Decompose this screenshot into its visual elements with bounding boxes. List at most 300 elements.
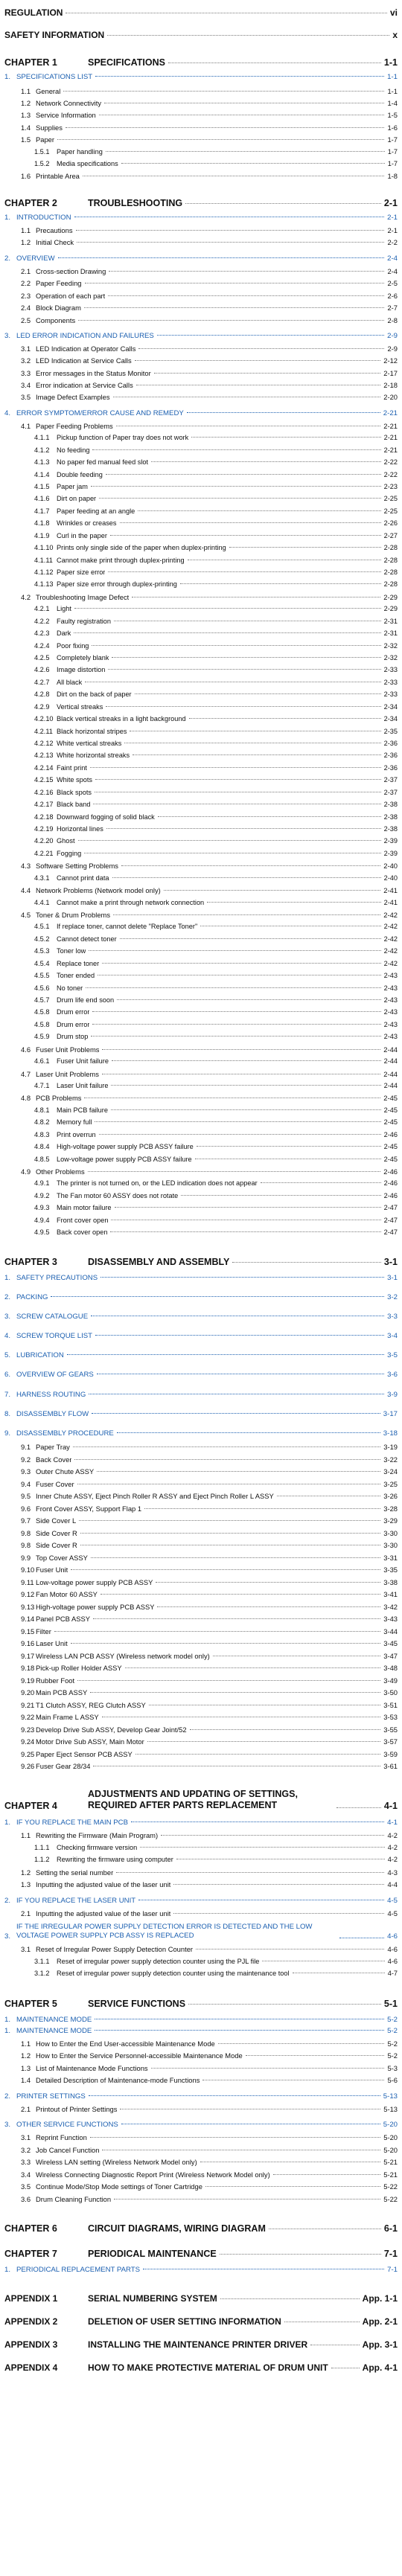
toc-entry-sub[interactable] xyxy=(21,1541,398,1549)
toc-entry-sec[interactable] xyxy=(4,1313,398,1321)
toc-entry-sub[interactable] xyxy=(21,111,398,119)
toc-entry-sec[interactable] xyxy=(4,1429,398,1438)
toc-entry-subsub[interactable] xyxy=(34,728,398,735)
toc-entry-subsub[interactable] xyxy=(34,507,398,515)
toc-entry-title: Printable Area xyxy=(36,172,80,180)
toc-entry-title: HOW TO MAKE PROTECTIVE MATERIAL OF DRUM UNIT xyxy=(88,2362,328,2373)
toc-entry-number: 4.9.4 xyxy=(34,1217,50,1224)
toc-entry-number: 4.2.19 xyxy=(34,825,54,833)
toc-entry-title: DISASSEMBLY FLOW xyxy=(16,1410,89,1418)
toc-entry-sub[interactable] xyxy=(21,369,398,377)
toc-entry-subsub[interactable] xyxy=(34,666,398,673)
toc-entry-page: 2-25 xyxy=(383,507,398,515)
toc-entry-sec[interactable] xyxy=(4,2092,398,2101)
toc-entry-sub[interactable] xyxy=(21,2133,398,2141)
toc-entry-number: 4.5.8 xyxy=(34,1021,50,1028)
toc-entry-sec[interactable] xyxy=(4,1332,398,1340)
toc-entry-subsub[interactable] xyxy=(34,148,398,156)
toc-entry-subsub[interactable] xyxy=(34,1192,398,1199)
toc-entry-sub[interactable] xyxy=(21,1566,398,1574)
toc-entry-page: 5-1 xyxy=(383,1999,398,2009)
toc-entry-sec[interactable] xyxy=(4,1819,398,1827)
toc-entry-page: 5-2 xyxy=(387,2027,398,2035)
toc-entry-chap[interactable] xyxy=(4,1789,398,1811)
toc-entry-sub[interactable] xyxy=(21,1652,398,1660)
toc-entry-subsub[interactable] xyxy=(34,1143,398,1150)
toc-entry-page: 2-6 xyxy=(387,292,398,300)
toc-entry-title: ADJUSTMENTS AND UPDATING OF SETTINGS, REQUIRED AFTER PARTS REPLACEMENT xyxy=(88,1789,298,1810)
dot-leader xyxy=(125,1667,381,1668)
toc-entry-sub[interactable] xyxy=(21,911,398,919)
toc-entry-number: 4.2.16 xyxy=(34,789,54,796)
toc-entry-chap[interactable] xyxy=(4,198,398,208)
toc-entry-chap[interactable] xyxy=(4,1257,398,1267)
toc-entry-sec[interactable] xyxy=(4,73,398,81)
toc-entry-page: 2-28 xyxy=(383,557,398,564)
toc-entry-number: 1.2 xyxy=(21,1868,31,1877)
toc-entry-subsub[interactable] xyxy=(34,1156,398,1163)
toc-entry-subsub[interactable] xyxy=(34,935,398,943)
toc-entry-title: DELETION OF USER SETTING INFORMATION xyxy=(88,2316,281,2327)
toc-entry-subsub[interactable] xyxy=(34,837,398,845)
dot-leader xyxy=(80,1533,380,1534)
toc-entry-sub[interactable] xyxy=(21,393,398,401)
toc-entry-title: SERVICE FUNCTIONS xyxy=(88,1999,186,2009)
toc-entry-subsub[interactable] xyxy=(34,1958,398,1965)
dot-leader xyxy=(116,1872,384,1873)
toc-entry-page: 3-19 xyxy=(383,1443,398,1451)
toc-entry-sub[interactable] xyxy=(21,356,398,365)
toc-entry-subsub[interactable] xyxy=(34,1970,398,1977)
toc-entry-subsub[interactable] xyxy=(34,947,398,955)
dot-leader xyxy=(273,2174,381,2175)
dot-leader xyxy=(181,1195,380,1196)
toc-entry-subsub[interactable] xyxy=(34,764,398,772)
toc-entry-sub[interactable] xyxy=(21,2195,398,2203)
toc-entry-app[interactable] xyxy=(4,2339,398,2350)
toc-entry-number: 4.8.5 xyxy=(34,1156,50,1163)
toc-entry-sub[interactable] xyxy=(21,1868,398,1877)
toc-entry-title: Ghost xyxy=(57,837,75,845)
toc-entry-subsub[interactable] xyxy=(34,960,398,967)
toc-entry-page: 2-33 xyxy=(383,666,398,673)
toc-entry-subsub[interactable] xyxy=(34,1131,398,1138)
toc-entry-sub[interactable] xyxy=(21,1467,398,1476)
toc-entry-title: Toner ended xyxy=(57,972,95,979)
toc-entry-app[interactable] xyxy=(4,2362,398,2373)
toc-entry-number: 4.7 xyxy=(21,1070,31,1078)
dot-leader xyxy=(112,1060,381,1061)
toc-entry-title: Media specifications xyxy=(57,160,118,167)
toc-entry-subsub[interactable] xyxy=(34,715,398,723)
toc-entry-subsub[interactable] xyxy=(34,1057,398,1065)
toc-entry-title: OVERVIEW OF GEARS xyxy=(16,1371,94,1379)
dot-leader xyxy=(157,1606,380,1607)
toc-entry-subsub[interactable] xyxy=(34,471,398,478)
dot-leader xyxy=(207,902,380,903)
dot-leader xyxy=(112,877,381,878)
toc-entry-title: Drum Cleaning Function xyxy=(36,2195,112,2203)
toc-entry-subsub[interactable] xyxy=(34,434,398,441)
toc-entry-page: 2-43 xyxy=(383,1008,398,1016)
toc-entry-subsub[interactable] xyxy=(34,1118,398,1126)
toc-entry-subsub[interactable] xyxy=(34,740,398,747)
toc-entry-sub[interactable] xyxy=(21,135,398,144)
toc-entry-number: 4.2.5 xyxy=(34,654,50,661)
toc-entry-page: 2-18 xyxy=(383,381,398,389)
toc-entry-subsub[interactable] xyxy=(34,825,398,833)
toc-entry-title: How to Enter the End User-accessible Maintenance Mode xyxy=(36,2040,215,2048)
toc-entry-page: 2-4 xyxy=(387,254,398,263)
toc-entry-subsub[interactable] xyxy=(34,495,398,502)
toc-entry-subsub[interactable] xyxy=(34,1179,398,1187)
toc-entry-subsub[interactable] xyxy=(34,446,398,454)
toc-entry-sec[interactable] xyxy=(4,332,398,340)
toc-entry-sub[interactable] xyxy=(21,1664,398,1672)
toc-entry-subsub[interactable] xyxy=(34,618,398,625)
toc-entry-subsub[interactable] xyxy=(34,1856,398,1863)
toc-entry-number: 1.1.2 xyxy=(34,1856,50,1863)
toc-entry-sub[interactable] xyxy=(21,2051,398,2060)
toc-entry-sub[interactable] xyxy=(21,2105,398,2113)
toc-entry-subsub[interactable] xyxy=(34,1021,398,1028)
toc-entry-number: 2. xyxy=(4,2092,11,2101)
toc-entry-number: 4.2.3 xyxy=(34,629,50,637)
toc-entry-subsub[interactable] xyxy=(34,899,398,906)
toc-entry-sec[interactable] xyxy=(4,254,398,263)
toc-entry-number: 1.1 xyxy=(21,2040,31,2048)
toc-entry-sub[interactable] xyxy=(21,1045,398,1054)
dot-leader xyxy=(90,1692,380,1693)
toc-entry-sub[interactable] xyxy=(21,1880,398,1888)
toc-entry-sub[interactable] xyxy=(21,238,398,246)
toc-entry-title: Cannot make a print through network connection xyxy=(57,899,205,906)
toc-entry-sec[interactable] xyxy=(4,214,398,222)
toc-entry-sub[interactable] xyxy=(21,2158,398,2166)
toc-entry-number: 9.8 xyxy=(21,1541,31,1549)
toc-entry-sub[interactable] xyxy=(21,1762,398,1770)
toc-entry-sub[interactable] xyxy=(21,593,398,601)
toc-entry-title: SAFETY INFORMATION xyxy=(4,30,105,40)
toc-entry-title: Main PCB ASSY xyxy=(36,1688,88,1696)
dot-leader xyxy=(147,1741,381,1742)
toc-entry-title: Software Setting Problems xyxy=(36,862,118,870)
dot-leader xyxy=(74,1459,380,1460)
dot-leader xyxy=(86,987,380,988)
toc-entry-title: Rubber Foot xyxy=(36,1676,75,1685)
toc-entry-sec[interactable] xyxy=(4,2016,398,2024)
toc-entry-title: Side Cover R xyxy=(36,1541,77,1549)
toc-entry-page: 2-45 xyxy=(383,1143,398,1150)
toc-entry-subsub[interactable] xyxy=(34,654,398,661)
toc-entry-sub[interactable] xyxy=(21,1070,398,1078)
toc-entry-page: 3-47 xyxy=(383,1652,398,1660)
toc-entry-page: 3-51 xyxy=(383,1701,398,1709)
toc-entry-sub[interactable] xyxy=(21,1713,398,1721)
toc-entry-sub[interactable] xyxy=(21,1701,398,1709)
toc-entry-subsub[interactable] xyxy=(34,1082,398,1089)
toc-entry-chap[interactable] xyxy=(4,57,398,68)
toc-entry-sub[interactable] xyxy=(21,1639,398,1647)
toc-entry-sec[interactable] xyxy=(4,2266,398,2274)
toc-entry-app[interactable] xyxy=(4,2293,398,2304)
toc-entry-subsub[interactable] xyxy=(34,1844,398,1851)
toc-entry-subsub[interactable] xyxy=(34,1228,398,1236)
toc-entry-number: 1. xyxy=(4,1274,11,1282)
toc-entry-sub[interactable] xyxy=(21,2170,398,2179)
toc-entry-sub[interactable] xyxy=(21,2146,398,2154)
toc-entry-subsub[interactable] xyxy=(34,1008,398,1016)
toc-entry-number: 2. xyxy=(4,1897,11,1905)
toc-entry-subsub[interactable] xyxy=(34,642,398,650)
toc-entry-title: Paper Eject Sensor PCB ASSY xyxy=(36,1750,133,1758)
toc-entry-page: 2-46 xyxy=(383,1179,398,1187)
toc-entry-page: 2-32 xyxy=(383,654,398,661)
toc-entry-title: Fogging xyxy=(57,850,82,857)
toc-entry-page: 4-1 xyxy=(387,1819,398,1827)
toc-entry-sub[interactable] xyxy=(21,1603,398,1611)
toc-entry-sub[interactable] xyxy=(21,1167,398,1176)
toc-entry-sub[interactable] xyxy=(21,1676,398,1685)
toc-entry-sub[interactable] xyxy=(21,124,398,132)
toc-entry-subsub[interactable] xyxy=(34,972,398,979)
dot-leader xyxy=(74,608,381,609)
toc-entry-subsub[interactable] xyxy=(34,874,398,882)
toc-entry-page: 5-3 xyxy=(387,2064,398,2072)
toc-entry-page: 2-29 xyxy=(383,605,398,612)
toc-entry-app[interactable] xyxy=(4,2316,398,2327)
toc-entry-sec[interactable] xyxy=(4,1410,398,1418)
toc-entry-sub[interactable] xyxy=(21,1578,398,1586)
toc-entry-number: 3. xyxy=(4,1313,11,1321)
toc-entry-subsub[interactable] xyxy=(34,996,398,1004)
toc-entry-sub[interactable] xyxy=(21,2040,398,2048)
toc-entry-subsub[interactable] xyxy=(34,789,398,796)
toc-entry-page: 2-43 xyxy=(383,984,398,992)
toc-entry-subsub[interactable] xyxy=(34,160,398,167)
toc-entry-sub[interactable] xyxy=(21,172,398,180)
toc-entry-title: Dark xyxy=(57,629,71,637)
toc-entry-subsub[interactable] xyxy=(34,568,398,576)
dot-leader xyxy=(158,816,381,817)
toc-entry-subsub[interactable] xyxy=(34,483,398,490)
toc-entry-sub[interactable] xyxy=(21,316,398,324)
toc-entry-number: 4.2.18 xyxy=(34,813,54,821)
toc-entry-title: IF YOU REPLACE THE MAIN PCB xyxy=(16,1819,128,1827)
toc-entry-page: 2-4 xyxy=(387,267,398,275)
toc-entry-number: 4.2.2 xyxy=(34,618,50,625)
toc-entry-sec[interactable] xyxy=(4,2121,398,2129)
toc-entry-number: 1.2 xyxy=(21,238,31,246)
toc-entry-title: Toner low xyxy=(57,947,86,955)
toc-entry-sub[interactable] xyxy=(21,422,398,430)
dot-leader xyxy=(93,1618,380,1619)
toc-entry-subsub[interactable] xyxy=(34,605,398,612)
toc-entry-title: Horizontal lines xyxy=(57,825,103,833)
toc-entry-page: 3-6 xyxy=(387,1371,398,1379)
toc-entry-sub[interactable] xyxy=(21,381,398,389)
toc-entry-sub[interactable] xyxy=(21,1909,398,1917)
toc-entry-top[interactable] xyxy=(4,30,398,40)
toc-entry-subsub[interactable] xyxy=(34,850,398,857)
toc-entry-number: 4.1 xyxy=(21,422,31,430)
toc-entry-page: 2-42 xyxy=(383,911,398,919)
toc-entry-subsub[interactable] xyxy=(34,1204,398,1211)
toc-entry-title: Outer Chute ASSY xyxy=(36,1467,95,1476)
toc-entry-chap[interactable] xyxy=(4,2223,398,2234)
toc-entry-number: 4.2.9 xyxy=(34,703,50,711)
toc-entry-sub[interactable] xyxy=(21,292,398,300)
toc-entry-subsub[interactable] xyxy=(34,703,398,711)
toc-entry-page: 2-29 xyxy=(383,593,398,601)
dot-leader xyxy=(66,127,384,128)
toc-entry-sub[interactable] xyxy=(21,304,398,312)
toc-entry-number: 9.16 xyxy=(21,1639,35,1647)
toc-entry-title: Back cover open xyxy=(57,1228,108,1236)
toc-entry-subsub[interactable] xyxy=(34,519,398,527)
toc-entry-sub[interactable] xyxy=(21,1480,398,1488)
toc-entry-title: Fuser Unit Problems xyxy=(36,1045,100,1054)
toc-entry-sub[interactable] xyxy=(21,1529,398,1537)
toc-entry-sub[interactable] xyxy=(21,1516,398,1525)
toc-entry-sub[interactable] xyxy=(21,1627,398,1635)
toc-entry-sub[interactable] xyxy=(21,1615,398,1623)
toc-entry-page: 2-28 xyxy=(383,568,398,576)
toc-entry-subsub[interactable] xyxy=(34,557,398,564)
toc-entry-sub[interactable] xyxy=(21,1505,398,1513)
toc-entry-sub[interactable] xyxy=(21,279,398,287)
toc-entry-title: Side Cover L xyxy=(36,1516,77,1525)
toc-entry-title: Main PCB failure xyxy=(57,1106,108,1114)
toc-entry-title: Back Cover xyxy=(36,1455,72,1464)
toc-entry-page: 3-4 xyxy=(387,1332,398,1340)
toc-entry-sec[interactable] xyxy=(4,2027,398,2035)
toc-entry-sub[interactable] xyxy=(21,226,398,234)
toc-entry-number: 9.17 xyxy=(21,1652,35,1660)
toc-entry-subsub[interactable] xyxy=(34,544,398,551)
toc-entry-subsub[interactable] xyxy=(34,458,398,466)
dot-leader xyxy=(100,1277,384,1278)
toc-entry-page: 4-3 xyxy=(387,1868,398,1877)
toc-entry-subsub[interactable] xyxy=(34,1217,398,1224)
toc-entry-sub[interactable] xyxy=(21,2182,398,2191)
toc-entry-subsub[interactable] xyxy=(34,923,398,930)
toc-entry-title: Paper jam xyxy=(57,483,88,490)
toc-entry-sub[interactable] xyxy=(21,1492,398,1500)
toc-entry-chap[interactable] xyxy=(4,1999,398,2009)
toc-entry-sub[interactable] xyxy=(21,267,398,275)
toc-entry-title: No paper fed manual feed slot xyxy=(57,458,149,466)
toc-entry-title: Operation of each part xyxy=(36,292,106,300)
dot-leader xyxy=(115,1207,381,1208)
toc-entry-page: 2-43 xyxy=(383,1021,398,1028)
toc-entry-sec[interactable] xyxy=(4,1351,398,1359)
toc-entry-sub[interactable] xyxy=(21,862,398,870)
toc-entry-sub[interactable] xyxy=(21,1688,398,1696)
toc-entry-sub[interactable] xyxy=(21,1554,398,1562)
toc-entry-title: LED Indication at Service Calls xyxy=(36,356,132,365)
toc-entry-subsub[interactable] xyxy=(34,629,398,637)
toc-entry-sec[interactable] xyxy=(4,1293,398,1301)
dot-leader xyxy=(112,657,380,658)
toc-entry-number: 4.9.1 xyxy=(34,1179,50,1187)
toc-entry-subsub[interactable] xyxy=(34,532,398,539)
toc-entry-sub[interactable] xyxy=(21,886,398,894)
toc-entry-sub[interactable] xyxy=(21,1443,398,1451)
toc-entry-page: 2-9 xyxy=(387,345,398,353)
toc-entry-sec[interactable] xyxy=(4,1371,398,1379)
toc-entry-sub[interactable] xyxy=(21,1750,398,1758)
toc-entry-number: 3.3 xyxy=(21,369,31,377)
toc-entry-title: Reprint Function xyxy=(36,2133,87,2141)
toc-entry-subsub[interactable] xyxy=(34,984,398,992)
toc-entry-subsub[interactable] xyxy=(34,679,398,686)
toc-entry-title: Service Information xyxy=(36,111,96,119)
toc-entry-chap[interactable] xyxy=(4,2249,398,2259)
toc-entry-number: 3.1 xyxy=(21,1945,31,1953)
toc-entry-page: 3-5 xyxy=(387,1351,398,1359)
toc-entry-subsub[interactable] xyxy=(34,776,398,784)
toc-entry-subsub[interactable] xyxy=(34,691,398,698)
toc-entry-sub[interactable] xyxy=(21,1590,398,1598)
dot-leader xyxy=(92,645,380,646)
toc-entry-title: Black horizontal stripes xyxy=(57,728,127,735)
toc-entry-number: 4.5.2 xyxy=(34,935,50,943)
toc-entry-page: 3-35 xyxy=(383,1566,398,1574)
toc-entry-title: SERIAL NUMBERING SYSTEM xyxy=(88,2293,217,2304)
toc-entry-number: 7. xyxy=(4,1391,11,1399)
toc-entry-page: 2-40 xyxy=(383,874,398,882)
toc-entry-page: 2-9 xyxy=(387,332,398,340)
toc-entry-sub[interactable] xyxy=(21,2064,398,2072)
toc-entry-title: Cannot make print through duplex-printing xyxy=(57,557,185,564)
toc-entry-page: 3-57 xyxy=(383,1737,398,1746)
dot-leader xyxy=(99,498,380,499)
toc-entry-number: 4. xyxy=(4,409,11,417)
toc-entry-sub[interactable] xyxy=(21,1094,398,1102)
toc-entry-sub[interactable] xyxy=(21,99,398,107)
toc-entry-sub[interactable] xyxy=(21,1831,398,1839)
toc-entry-sub[interactable] xyxy=(21,87,398,95)
toc-entry-subsub[interactable] xyxy=(34,1033,398,1040)
toc-entry-top[interactable] xyxy=(4,7,398,18)
toc-entry-sub[interactable] xyxy=(21,2076,398,2084)
toc-entry-sub[interactable] xyxy=(21,1737,398,1746)
toc-entry-sub[interactable] xyxy=(21,1455,398,1464)
toc-entry-title: Main motor failure xyxy=(57,1204,112,1211)
toc-entry-title: CIRCUIT DIAGRAMS, WIRING DIAGRAM xyxy=(88,2223,266,2234)
toc-entry-number: 1. xyxy=(4,2016,11,2024)
toc-entry-subsub[interactable] xyxy=(34,801,398,808)
toc-entry-subsub[interactable] xyxy=(34,752,398,759)
toc-entry-page: 2-42 xyxy=(383,923,398,930)
toc-entry-sec[interactable] xyxy=(4,1897,398,1905)
toc-entry-number: 9.22 xyxy=(21,1713,35,1721)
dot-leader xyxy=(77,242,384,243)
toc-entry-page: 3-30 xyxy=(383,1541,398,1549)
toc-entry-sub[interactable] xyxy=(21,1726,398,1734)
toc-entry-subsub[interactable] xyxy=(34,813,398,821)
toc-entry-sec[interactable] xyxy=(4,409,398,417)
toc-entry-subsub[interactable] xyxy=(34,580,398,588)
toc-entry-sub[interactable] xyxy=(21,1945,398,1953)
toc-entry-sub[interactable] xyxy=(21,345,398,353)
toc-entry-sec[interactable] xyxy=(4,1391,398,1399)
toc-entry-sec[interactable] xyxy=(4,1274,398,1282)
toc-entry-title: Main Frame L ASSY xyxy=(36,1713,99,1721)
toc-entry-subsub[interactable] xyxy=(34,1106,398,1114)
toc-entry-sec[interactable] xyxy=(4,1923,398,1941)
